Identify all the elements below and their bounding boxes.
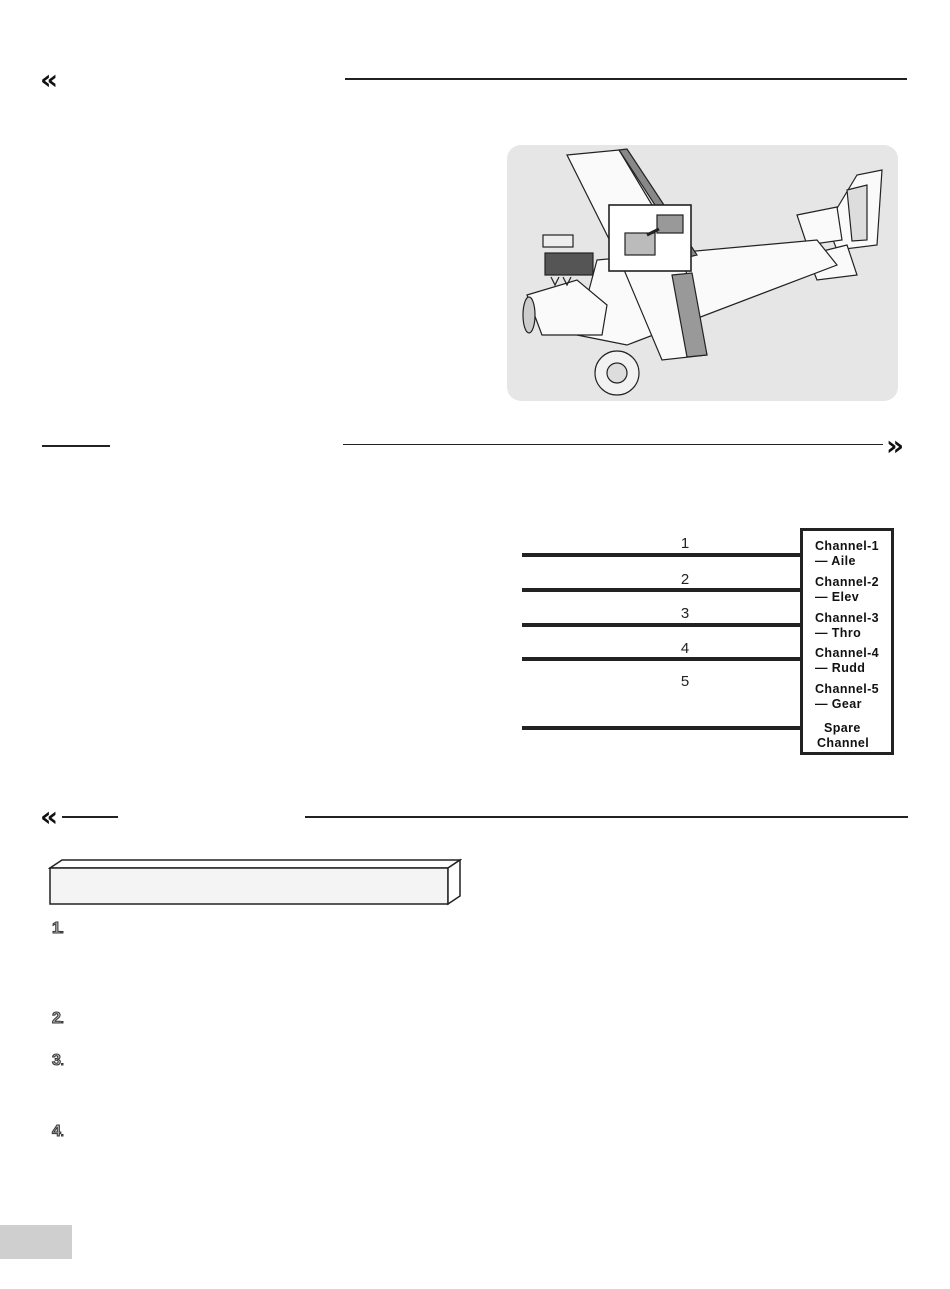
wire-number: 3 — [680, 605, 690, 622]
channel-label-line1: Channel-4 — [815, 646, 880, 660]
receiver-channel-box — [800, 528, 894, 755]
channel-label-line1: Channel-3 — [815, 611, 880, 625]
step-number — [52, 1052, 64, 1070]
step-number — [52, 1123, 64, 1141]
channel-label-line2: — Rudd — [815, 661, 866, 675]
channel-label-line1: Channel-2 — [815, 575, 880, 589]
channel-label-line2: — Aile — [815, 554, 856, 568]
channel-label-line2: — Thro — [815, 626, 862, 640]
step-number-dot: . — [60, 1057, 64, 1068]
channel-label-line1: Channel-5 — [815, 682, 880, 696]
step-number — [52, 1010, 64, 1028]
wire-line — [522, 588, 800, 592]
channel-label-line2: — Elev — [815, 590, 860, 604]
wire-line — [522, 553, 800, 557]
channel-label — [815, 682, 879, 712]
channel-label-line2: — Gear — [815, 697, 862, 711]
channel-label-line1: Spare — [824, 721, 861, 735]
subsection-heading-box — [48, 858, 462, 908]
wire-number: 4 — [680, 640, 690, 657]
channel-label — [815, 539, 879, 569]
channel-label — [815, 611, 879, 641]
airplane-battery-install-illustration — [507, 145, 898, 401]
step-number-digit: 3 — [52, 1052, 61, 1069]
page-number-tab — [0, 1225, 72, 1259]
wire-line — [522, 726, 800, 730]
wire-number: 2 — [680, 571, 690, 588]
wire-number: 1 — [680, 535, 690, 552]
channel-label-line2: Channel — [817, 736, 870, 750]
step-number-dot: . — [60, 925, 64, 936]
double-chevron-left-icon: « — [40, 63, 59, 96]
step-number-dot: . — [60, 1015, 64, 1026]
wire-number: 5 — [680, 673, 690, 690]
channel-label — [815, 575, 879, 605]
section-rule — [343, 444, 883, 445]
double-chevron-left-icon: « — [40, 800, 59, 833]
section-title-underline — [42, 445, 110, 447]
step-number-digit: 1 — [52, 920, 61, 937]
wire-line — [522, 623, 800, 627]
double-chevron-right-icon: » — [886, 429, 905, 462]
header-rule — [345, 78, 907, 80]
step-number-dot: . — [60, 1128, 64, 1139]
section-rule — [305, 816, 908, 818]
channel-label-line1: Channel-1 — [815, 539, 880, 553]
step-number-digit: 2 — [52, 1010, 61, 1027]
channel-label — [817, 721, 869, 751]
step-number — [52, 920, 64, 938]
channel-label — [815, 646, 879, 676]
wire-line — [522, 657, 800, 661]
section-title-underline — [62, 816, 118, 818]
step-number-digit: 4 — [52, 1123, 61, 1140]
